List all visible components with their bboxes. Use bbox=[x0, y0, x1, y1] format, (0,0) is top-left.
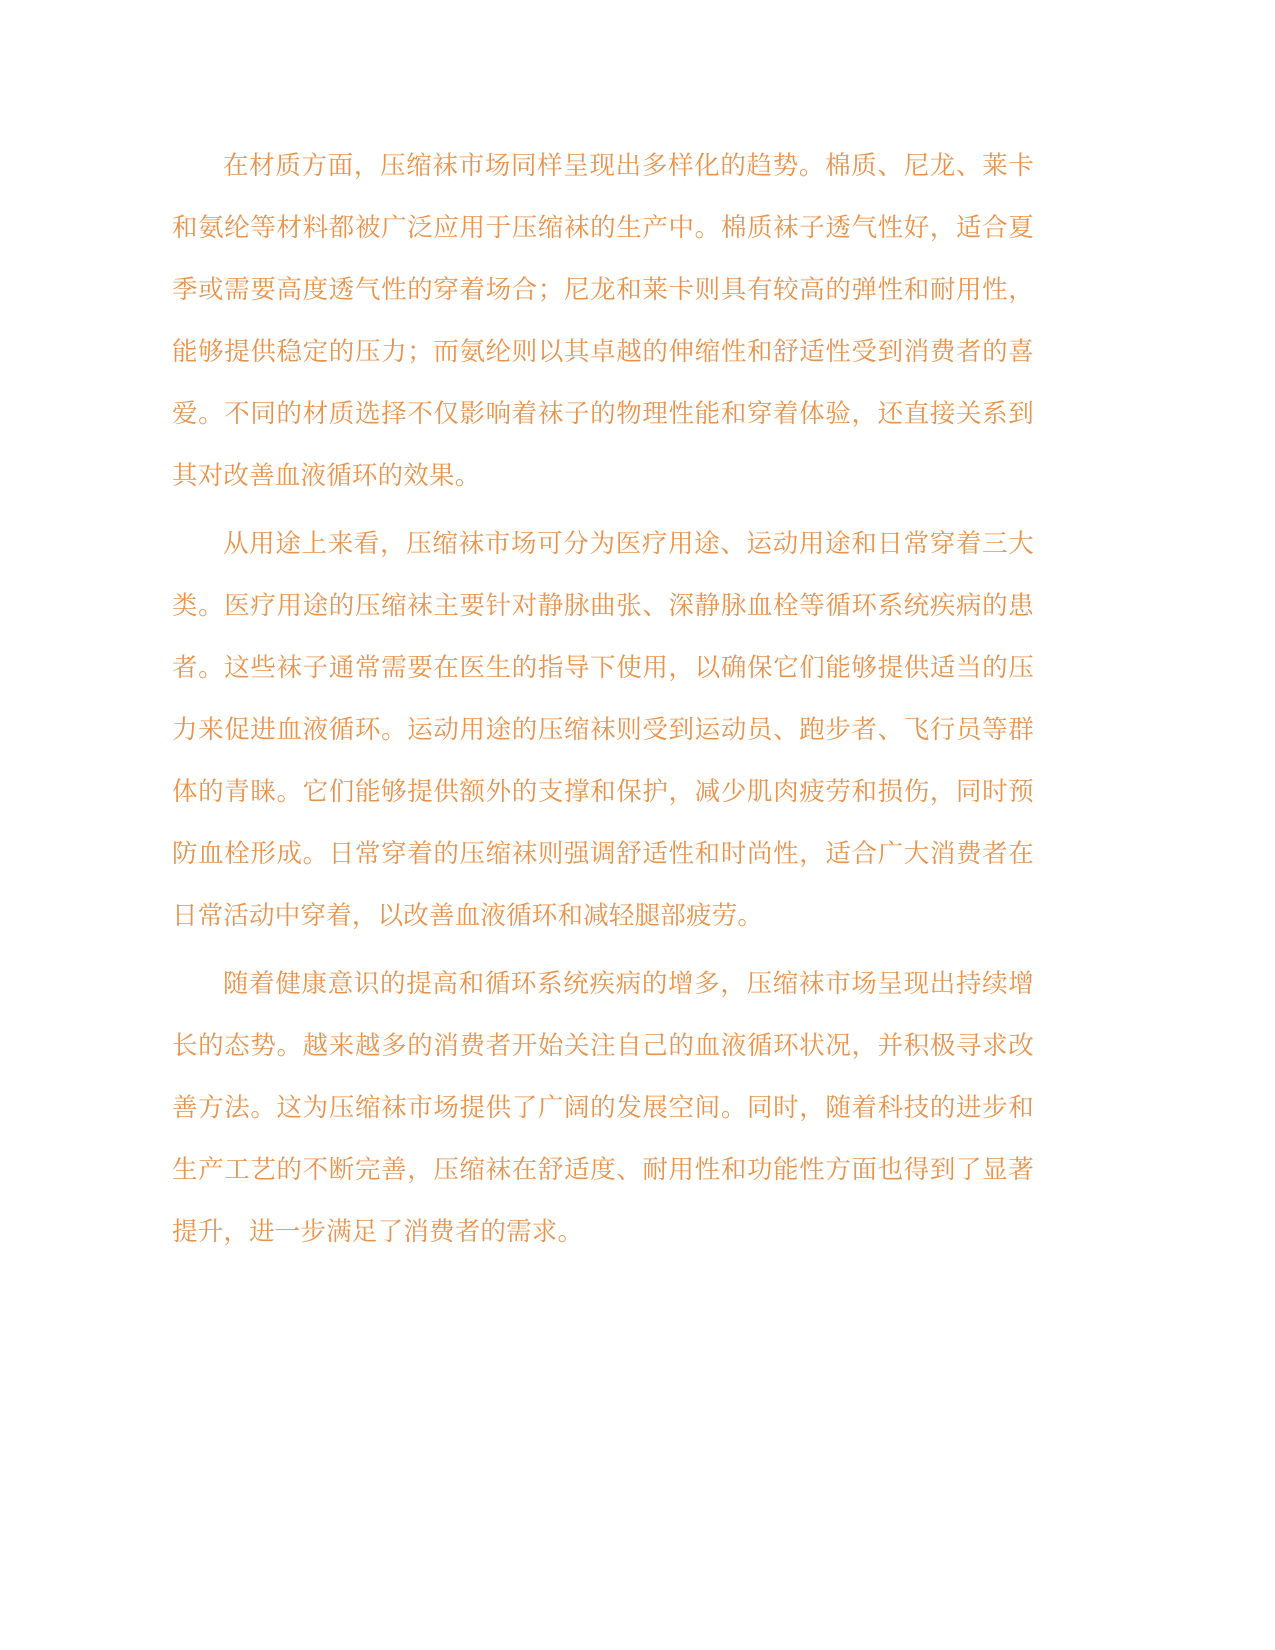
paragraph-market-growth: 随着健康意识的提高和循环系统疾病的增多，压缩袜市场呈现出持续增长的态势。越来越多的消费者开始关注自己的血液循环状况，并积极寻求改善方法。这为压缩袜市场提供了广阔的发展空间。同时，随着科技的进步和生产工艺的不断完善，压缩袜在舒适度、耐用性和功能性方面也得到了显著提升，进一步满足了消费者的需求。 bbox=[172, 969, 1034, 1247]
document-body bbox=[172, 135, 1034, 1263]
paragraph-materials: 在材质方面，压缩袜市场同样呈现出多样化的趋势。棉质、尼龙、莱卡和氨纶等材料都被广泛应用于压缩袜的生产中。棉质袜子透气性好，适合夏季或需要高度透气性的穿着场合；尼龙和莱卡则具有较高的弹性和耐用性，能够提供稳定的压力；而氨纶则以其卓越的伸缩性和舒适性受到消费者的喜爱。不同的材质选择不仅影响着袜子的物理性能和穿着体验，还直接关系到其对改善血液循环的效果。 bbox=[172, 151, 1034, 491]
paragraph-usage: 从用途上来看，压缩袜市场可分为医疗用途、运动用途和日常穿着三大类。医疗用途的压缩袜主要针对静脉曲张、深静脉血栓等循环系统疾病的患者。这些袜子通常需要在医生的指导下使用，以确保它们能够提供适当的压力来促进血液循环。运动用途的压缩袜则受到运动员、跑步者、飞行员等群体的青睐。它们能够提供额外的支撑和保护，减少肌肉疲劳和损伤，同时预防血栓形成。日常穿着的压缩袜则强调舒适性和时尚性，适合广大消费者在日常活动中穿着，以改善血液循环和减轻腿部疲劳。 bbox=[172, 529, 1034, 931]
